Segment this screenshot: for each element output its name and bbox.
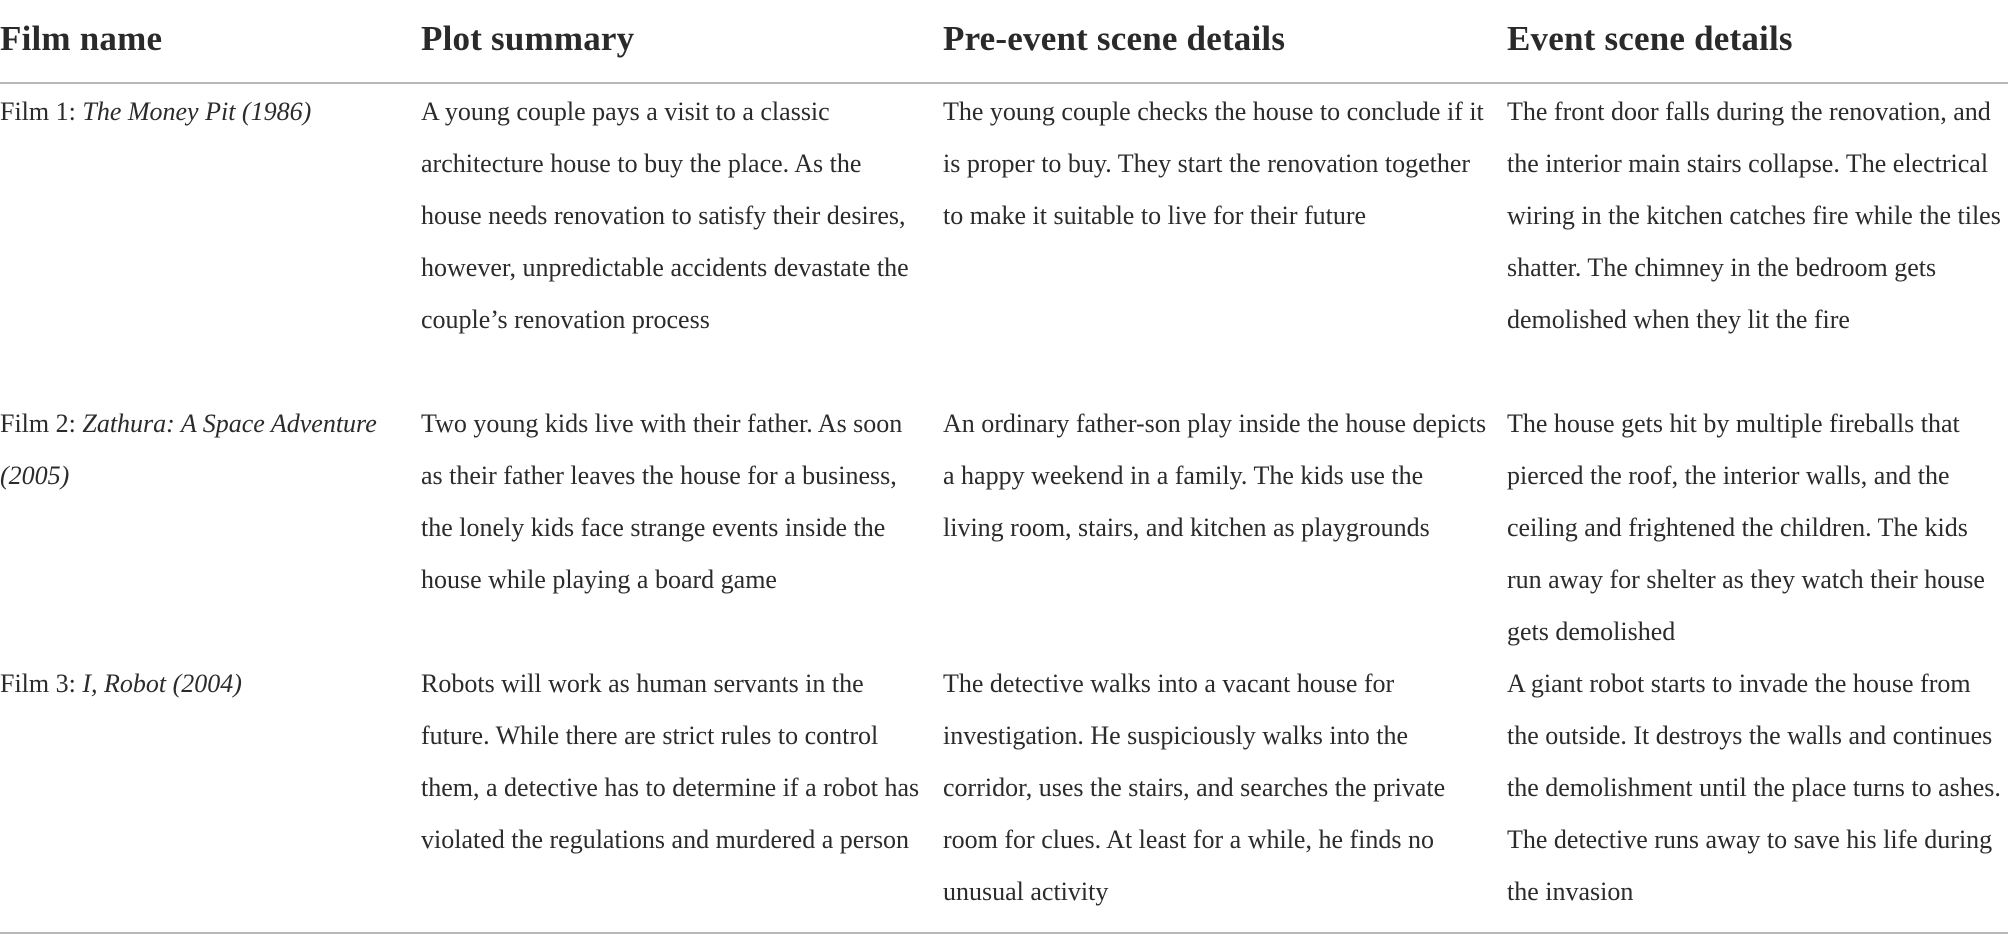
film-label: Film 3: <box>0 669 83 698</box>
film-title: Zathura: A Space Adventure (2005) <box>0 409 377 490</box>
plot-summary-cell: A young couple pays a visit to a classic architecture house to buy the place. As the house needs renovation to satisfy their desires, however, unpredictable accidents devastate the couple’s renovation process <box>421 97 909 334</box>
event-cell: The front door falls during the renovation, and the interior main stairs collapse. The electrical wiring in the kitchen catches fire while the tiles shatter. The chimney in the bedroom gets demolished when they lit the fire <box>1507 97 2001 334</box>
table-bottom-rule <box>0 932 2008 934</box>
plot-summary-cell: Two young kids live with their father. As soon as their father leaves the house for a business, the lonely kids face strange events inside the house while playing a board game <box>421 409 903 594</box>
film-name-cell <box>0 398 400 502</box>
pre-event-cell: The detective walks into a vacant house for investigation. He suspiciously walks into the corridor, uses the stairs, and searches the private room for clues. At least for a while, he finds no unusual activity <box>943 669 1446 906</box>
table-header-row <box>0 0 2008 84</box>
film-label: Film 2: <box>0 409 83 438</box>
header-plot-summary: Plot summary <box>421 19 635 58</box>
table-row <box>0 84 2008 396</box>
table-row <box>0 656 2008 916</box>
film-title: I, Robot (2004) <box>82 669 242 698</box>
film-title: The Money Pit (1986) <box>82 97 312 126</box>
pre-event-cell: An ordinary father-son play inside the house depicts a happy weekend in a family. The kids use the living room, stairs, and kitchen as playgrounds <box>943 409 1487 542</box>
film-name-cell <box>0 86 400 138</box>
event-cell: A giant robot starts to invade the house from the outside. It destroys the walls and continues the demolishment until the place turns to ashes. The detective runs away to save his life during the invasion <box>1507 669 2001 906</box>
header-event-scene-details: Event scene details <box>1507 19 1793 58</box>
film-name-cell <box>0 658 400 710</box>
header-pre-event-scene-details: Pre-event scene details <box>943 19 1286 58</box>
film-label: Film 1: <box>0 97 83 126</box>
table-row <box>0 396 2008 656</box>
pre-event-cell: The young couple checks the house to conclude if it is proper to buy. They start the renovation together to make it suitable to live for their future <box>943 97 1484 230</box>
header-film-name: Film name <box>0 19 163 58</box>
event-cell: The house gets hit by multiple fireballs that pierced the roof, the interior walls, and the ceiling and frightened the children. The kids run away for shelter as they watch their house gets demolished <box>1507 409 1985 646</box>
plot-summary-cell: Robots will work as human servants in the future. While there are strict rules to control them, a detective has to determine if a robot has violated the regulations and murdered a person <box>421 669 920 854</box>
